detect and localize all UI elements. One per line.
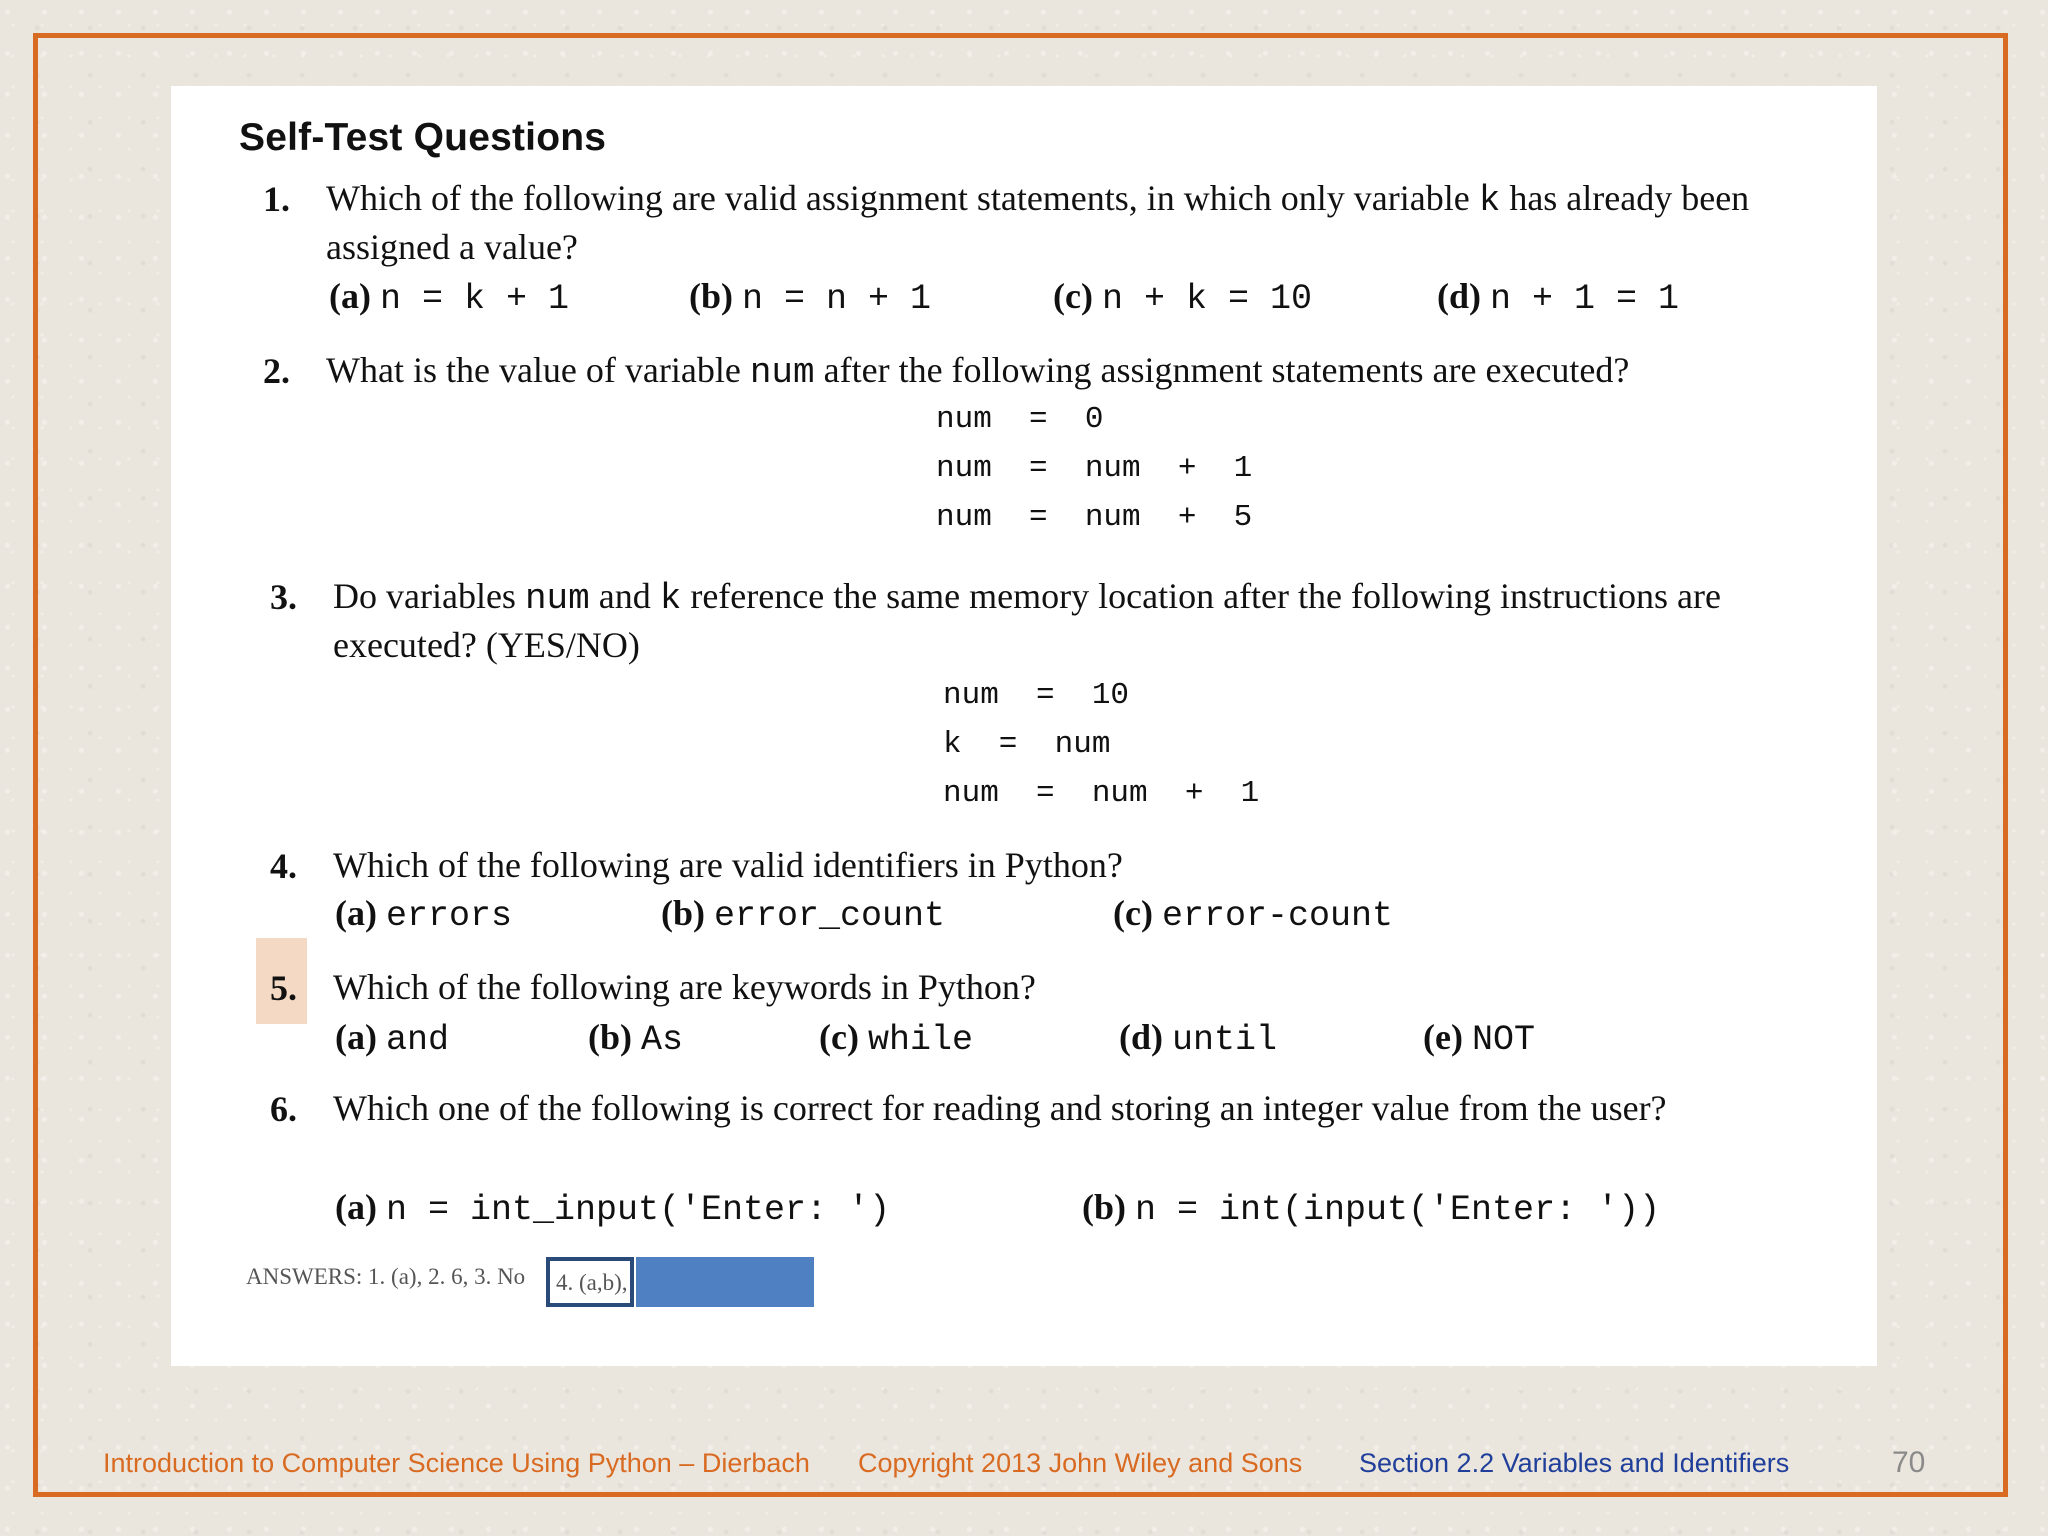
question-4-option-a: (a) errors xyxy=(335,893,513,936)
question-6-text: Which one of the following is correct for reading and storing an integer value from the user? xyxy=(333,1088,1667,1128)
question-1-option-a: (a) n = k + 1 xyxy=(329,276,570,319)
question-4-option-c: (c) error-count xyxy=(1113,893,1394,936)
answer-cover-block xyxy=(636,1257,814,1307)
question-2-code-line: num = 0 xyxy=(936,402,1104,437)
question-5-option-d: (d) until xyxy=(1119,1017,1278,1060)
question-5-option-b: (b) As xyxy=(588,1017,684,1060)
question-1-number: 1. xyxy=(263,179,290,219)
question-3-number: 3. xyxy=(270,577,297,617)
question-4-text: Which of the following are valid identifiers in Python? xyxy=(333,845,1123,885)
footer-book-title: Introduction to Computer Science Using Python – Dierbach xyxy=(103,1448,810,1478)
question-4-number: 4. xyxy=(270,846,297,886)
question-2-code-line: num = num + 5 xyxy=(936,500,1253,535)
question-1-option-c: (c) n + k = 10 xyxy=(1053,276,1313,319)
page-title: Self-Test Questions xyxy=(239,116,607,159)
answers-text: ANSWERS: 1. (a), 2. 6, 3. No xyxy=(246,1264,526,1289)
question-3-text: Do variables num and k reference the same memory location after the following instructions are executed? (YES/NO) xyxy=(333,576,1721,665)
slide-number: 70 xyxy=(1892,1446,1926,1479)
question-5-number: 5. xyxy=(270,968,297,1008)
question-6-option-a: (a) n = int_input('Enter: ') xyxy=(335,1187,891,1230)
question-3-code-line: num = num + 1 xyxy=(943,776,1260,811)
question-2-number: 2. xyxy=(263,351,290,391)
answer-boxed-text: 4. (a,b), xyxy=(556,1270,628,1295)
footer-copyright: Copyright 2013 John Wiley and Sons xyxy=(858,1448,1303,1478)
question-5-option-a: (a) and xyxy=(335,1017,449,1060)
question-2-code-line: num = num + 1 xyxy=(936,451,1253,486)
question-6-option-b: (b) n = int(input('Enter: ')) xyxy=(1082,1187,1661,1230)
question-1-option-d: (d) n + 1 = 1 xyxy=(1437,276,1680,319)
question-5-text: Which of the following are keywords in Python? xyxy=(333,967,1036,1007)
question-1-option-b: (b) n = n + 1 xyxy=(689,276,932,319)
question-2-text: What is the value of variable num after the following assignment statements are executed? xyxy=(326,350,1630,393)
question-1-text: Which of the following are valid assignment statements, in which only variable k has already been assigned a value? xyxy=(326,178,1750,267)
question-5-option-c: (c) while xyxy=(819,1017,973,1060)
footer-section: Section 2.2 Variables and Identifiers xyxy=(1359,1448,1790,1478)
question-3-code-line: k = num xyxy=(943,727,1111,762)
question-3-code-line: num = 10 xyxy=(943,678,1130,713)
answer-highlight-box xyxy=(546,1257,634,1307)
question-6-number: 6. xyxy=(270,1089,297,1129)
question-5-option-e: (e) NOT xyxy=(1423,1017,1535,1060)
question-4-option-b: (b) error_count xyxy=(661,893,946,936)
textbook-page xyxy=(171,86,1877,1366)
